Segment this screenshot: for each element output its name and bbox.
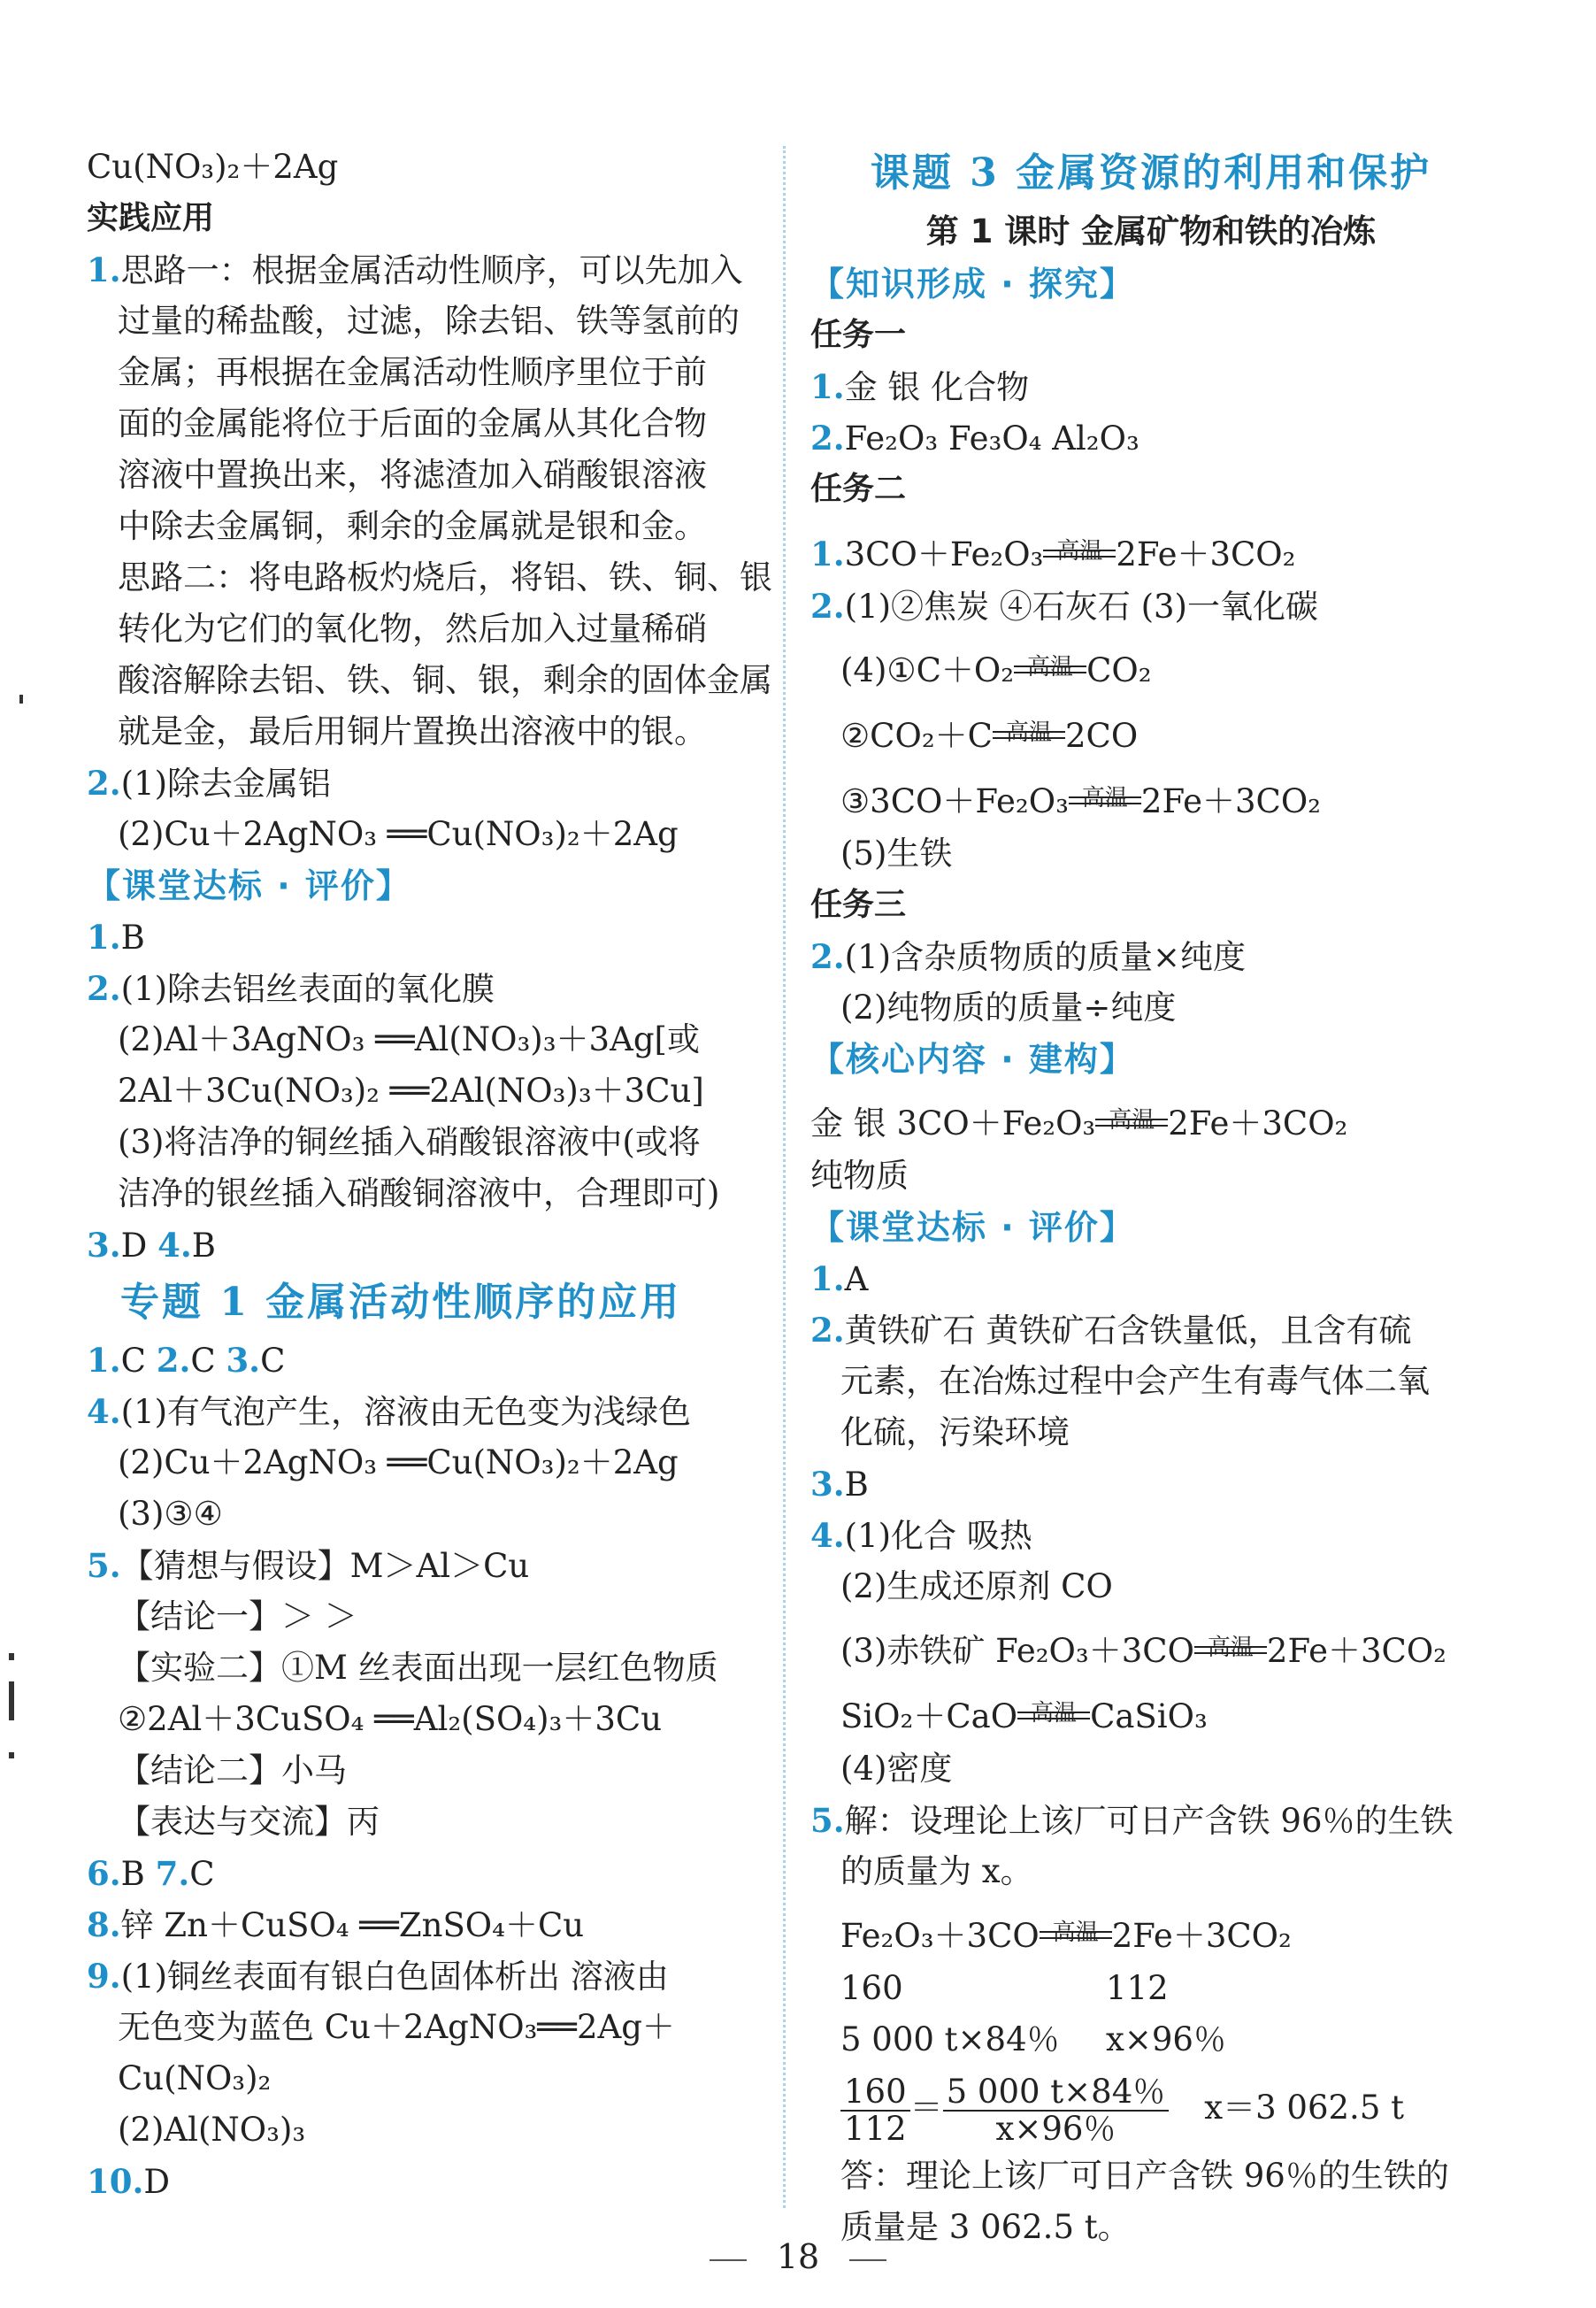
answer-line [87,296,777,347]
answer-line [87,1899,777,1950]
equation-line: SiO₂＋CaO 高温 CaSiO₃ [840,1697,1208,1735]
answer-line: 2.Fe₂O₃ Fe₃O₄ Al₂O₃ [810,419,1139,458]
answer-line: 化硫，污染环境 [840,1413,1070,1451]
item-text: 专题 1 金属活动性顺序的应用 [120,1280,682,1325]
answer-line [87,1694,777,1745]
section-heading-construct: 【核心内容 · 建构】 [810,1040,1135,1079]
answer-line [87,1643,777,1694]
item-text: (3)③④ [118,1495,223,1533]
answer-line [87,1745,777,1796]
fraction: $\frac{160}{112}$ [840,2074,910,2147]
item-text: (1)除去金属铝 [120,765,332,803]
item-text: 思路二：将电路板灼烧后，将铝、铁、铜、银 [118,558,772,596]
answer-line [87,552,777,604]
item-text: 酸溶解除去铝、铁、铜、银，剩余的固体金属 [118,661,772,699]
answer-line [87,2156,777,2207]
item-text: C [260,1342,286,1380]
answer-line [87,1848,777,1899]
answer-line [87,450,777,501]
answer-line [87,2104,777,2156]
subheading [87,193,777,244]
answer-line [87,1168,777,1219]
answer-line [87,1950,777,2002]
item-text: C [189,1855,215,1893]
item-text: 思路一：根据金属活动性顺序，可以先加入 [120,251,743,289]
fraction: $\frac{5 000 t\times 84\%}{x\times 96\%}$ [943,2074,1170,2147]
answer-line [87,912,777,963]
answer-line: 2.黄铁矿石 黄铁矿石含铁量低，且含有硫 [810,1311,1412,1350]
item-text: 无色变为蓝色 Cu＋2AgNO₃══2Ag＋ [118,2008,675,2046]
answer-line: 5.解：设理论上该厂可日产含铁 96％的生铁 [810,1801,1454,1840]
answer-line [87,963,777,1014]
answer-line: (4)密度 [840,1750,953,1788]
item-number: 4. [157,1226,192,1265]
equation-line: (4)①C＋O₂ 高温 CO₂ [840,651,1152,689]
answer-line [87,1066,777,1117]
answer-line [87,604,777,655]
answer-line [87,1117,777,1168]
item-number: 4. [87,1392,121,1431]
equation-line: ③3CO＋Fe₂O₃ 高温 2Fe＋3CO₂ [840,782,1322,820]
task-three-heading: 任务三 [810,887,907,923]
item-text: 【实验二】①M 丝表面出现一层红色物质 [118,1649,718,1687]
answer-line: 答：理论上该厂可日产含铁 96％的生铁的 [840,2157,1449,2195]
item-text: C [120,1342,157,1380]
item-text: (2)Cu＋2AgNO₃ ══Cu(NO₃)₂＋2Ag [118,815,679,853]
answer-line [87,1796,777,1848]
item-text: (2)Al(NO₃)₃ [118,2111,306,2149]
item-text: 溶液中置换出来，将滤渣加入硝酸银溶液 [118,456,707,494]
answer-line: 的质量为 x。 [840,1852,1033,1890]
item-text: 过量的稀盐酸，过滤，除去铝、铁等氢前的 [118,302,740,340]
answer-line [87,244,777,296]
answer-line: 4.(1)化合 吸热 [810,1516,1032,1555]
scan-mark [9,1752,14,1758]
mass-line: 5 000 t×84％ x×96％ [840,2020,1226,2058]
equation-line: 金 银 3CO＋Fe₂O₃ 高温 2Fe＋3CO₂ [810,1104,1348,1142]
item-number: 5. [87,1546,121,1585]
column-divider [783,146,786,2208]
answer-line [87,1437,777,1489]
item-number: 8. [87,1905,121,1944]
equation-line: ②CO₂＋C 高温 2CO [840,717,1139,755]
proportion-line: $\frac{160}{112}$ ＝ $\frac{5 000 t\times 84\%}{x\times 96\%}$ x＝3 062.5 t [810,2066,1492,2150]
item-number: 1. [87,918,121,957]
answer-line: 2.(1)含杂质物质的质量×纯度 [810,937,1247,976]
item-text: (1)有气泡产生，溶液由无色变为浅绿色 [120,1393,692,1431]
left-column [87,142,777,2207]
item-text: 金属；再根据在金属活动性顺序里位于前 [118,353,707,391]
item-text: 【表达与交流】丙 [118,1803,380,1841]
item-number: 3. [226,1341,261,1380]
equation-line: 1.3CO＋Fe₂O₃ 高温 2Fe＋3CO₂ [810,535,1296,573]
item-text: 实践应用 [87,200,215,236]
item-text: ②2Al＋3CuSO₄ ══Al₂(SO₄)₃＋3Cu [118,1700,663,1738]
answer-line: 纯物质 [810,1157,909,1195]
item-number: 10. [87,2162,144,2201]
item-number: 9. [87,1957,121,1996]
answer-line [87,706,777,758]
task-one-heading: 任务一 [810,317,907,353]
item-text: (2)Cu＋2AgNO₃ ══Cu(NO₃)₂＋2Ag [118,1443,679,1481]
answer-line: 1.金 银 化合物 [810,367,1030,406]
item-text: 【猜想与假设】M＞Al＞Cu [120,1547,530,1585]
page-number: 18 [0,2230,1596,2283]
item-text: 【结论二】小马 [118,1751,347,1789]
item-number: 2. [156,1341,191,1380]
lesson-title: 课题 3 金属资源的利用和保护 [870,150,1432,196]
item-number: 6. [87,1854,121,1893]
answer-line [87,2053,777,2104]
answer-line [87,1335,777,1386]
item-text: 洁净的银丝插入硝酸铜溶液中，合理即可) [118,1174,720,1212]
section-heading-evaluate: 【课堂达标 · 评价】 [810,1208,1135,1247]
item-text: (2)Al＋3AgNO₃ ══Al(NO₃)₃＋3Ag[或 [118,1020,700,1058]
item-number: 2. [87,969,121,1008]
item-text: 锌 Zn＋CuSO₄ ══ZnSO₄＋Cu [120,1906,585,1944]
answer-line [87,398,777,450]
answer-line [87,1489,777,1540]
answer-line: (5)生铁 [840,835,953,873]
answer-line: 1.A [810,1259,869,1298]
topic-title [87,1271,777,1335]
answer-line [87,1540,777,1591]
answer-line [87,1386,777,1437]
equation-line: (3)赤铁矿 Fe₂O₃＋3CO 高温 2Fe＋3CO₂ [840,1632,1447,1670]
mass-line: 160 112 [840,1969,1169,2007]
item-text: (3)将洁净的铜丝插入硝酸银溶液中(或将 [118,1123,701,1161]
answer-line [87,2002,777,2053]
answer-line [87,809,777,860]
item-text: C [190,1342,226,1380]
item-text: B [120,919,145,957]
item-number: 1. [87,250,121,289]
item-text: (1)除去铝丝表面的氧化膜 [120,970,495,1008]
answer-line [87,142,777,193]
item-text: 2Al＋3Cu(NO₃)₂ ══2Al(NO₃)₃＋3Cu] [118,1072,704,1110]
answer-line: (2)生成还原剂 CO [840,1567,1113,1605]
item-text: 中除去金属铜，剩余的金属就是银和金。 [118,507,707,545]
answer-line: 质量是 3 062.5 t。 [840,2208,1131,2246]
answer-line [87,1591,777,1643]
answer-line [87,1219,777,1271]
item-text: 面的金属能将位于后面的金属从其化合物 [118,404,707,442]
answer-line [87,758,777,809]
answer-line [87,501,777,552]
task-two-heading: 任务二 [810,471,907,507]
item-number: 7. [155,1854,190,1893]
item-number: 2. [87,764,121,803]
item-number: 3. [87,1226,121,1265]
answer-line: (2)纯物质的质量÷纯度 [840,989,1177,1027]
scan-mark [19,695,23,704]
item-text: Cu(NO₃)₂＋2Ag [87,148,339,186]
item-text: 【课堂达标 · 评价】 [87,866,411,905]
answer-line [87,347,777,398]
answer-line [87,655,777,706]
item-text: 【结论一】＞ ＞ [118,1597,357,1635]
item-text: 就是金，最后用铜片置换出溶液中的银。 [118,712,707,750]
item-text: Cu(NO₃)₂ [118,2059,272,2097]
equation-line: Fe₂O₃＋3CO 高温 2Fe＋3CO₂ [840,1917,1292,1955]
answer-line: 2.(1)②焦炭 ④石灰石 (3)一氧化碳 [810,587,1318,626]
scan-mark [9,1653,14,1660]
answer-line: 元素，在冶炼过程中会产生有毒气体二氧 [840,1362,1430,1400]
answer-line: 3.B [810,1465,869,1504]
item-text: D [120,1227,158,1265]
right-column [810,142,1492,2253]
item-text: B [120,1855,156,1893]
item-text: B [191,1227,216,1265]
item-text: (1)铜丝表面有银白色固体析出 溶液由 [120,1958,669,1996]
item-text: D [143,2163,171,2201]
scan-mark [9,1681,14,1720]
item-number: 1. [87,1341,121,1380]
answer-line [87,1014,777,1066]
section-heading [87,860,777,912]
item-text: 转化为它们的氧化物，然后加入过量稀硝 [118,610,707,648]
lesson-subtitle: 第 1 课时 金属矿物和铁的冶炼 [925,212,1377,250]
section-heading-explore: 【知识形成 · 探究】 [810,265,1135,304]
